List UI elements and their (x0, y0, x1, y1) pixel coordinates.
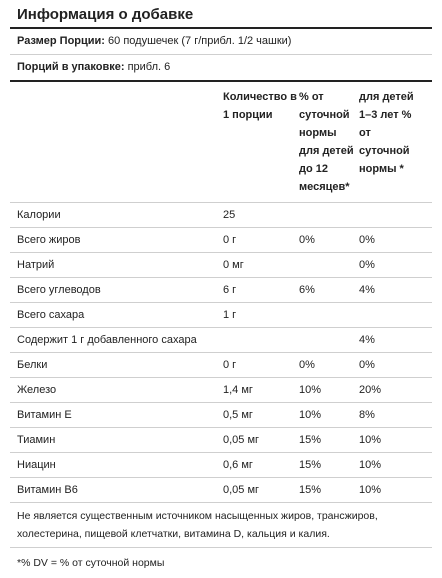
nutrient-name: Белки (17, 359, 48, 371)
table-row (10, 453, 432, 478)
nutrient-dv-child: 20% (359, 384, 382, 396)
nutrient-name: Витамин B6 (17, 484, 78, 496)
table-row (10, 403, 432, 428)
nutrient-name: Калории (17, 209, 61, 221)
nutrient-name: Содержит 1 г добавленного сахара (17, 334, 197, 346)
footnote: Не является существенным источником насыщенных жиров, трансжиров, холестерина, пищевой клетчатки, витамина D, кальция и калия. (10, 503, 432, 548)
nutrient-amount: 0,6 мг (223, 459, 253, 471)
nutrient-dv-child: 0% (359, 259, 375, 271)
nutrient-dv-child: 0% (359, 234, 375, 246)
nutrient-amount: 0 мг (223, 259, 244, 271)
nutrient-dv-child (359, 303, 419, 327)
servings-per-container-value: прибл. 6 (127, 61, 171, 73)
table-row (10, 278, 432, 303)
panel-title: Информация о добавке (10, 2, 432, 29)
nutrient-dv-infant: 0% (299, 359, 315, 371)
nutrient-dv-infant: 6% (299, 284, 315, 296)
nutrient-dv-child: 4% (359, 334, 375, 346)
nutrient-amount: 1 г (223, 309, 237, 321)
servings-per-container-row (10, 55, 432, 82)
table-row (10, 228, 432, 253)
nutrient-dv-child: 0% (359, 359, 375, 371)
serving-size-value: 60 подушечек (7 г/прибл. 1/2 чашки) (108, 35, 292, 47)
header-amount: Количество в 1 порции (223, 91, 297, 121)
nutrient-rows (10, 203, 432, 503)
nutrient-name: Натрий (17, 259, 55, 271)
header-dv-child: для детей 1–3 лет % от суточной нормы * (359, 91, 414, 175)
table-row (10, 328, 432, 353)
nutrient-dv-infant: 15% (299, 484, 322, 496)
nutrient-dv-child (359, 203, 419, 227)
nutrient-dv-infant (299, 253, 359, 277)
nutrient-name: Всего жиров (17, 234, 81, 246)
table-row (10, 353, 432, 378)
nutrient-name: Витамин E (17, 409, 72, 421)
header-spacer (10, 88, 223, 202)
nutrient-dv-infant: 15% (299, 459, 322, 471)
nutrient-amount: 6 г (223, 284, 237, 296)
table-row (10, 478, 432, 503)
table-row (10, 253, 432, 278)
nutrient-dv-child: 10% (359, 484, 382, 496)
nutrient-dv-child: 10% (359, 434, 382, 446)
table-row (10, 303, 432, 328)
nutrient-name: Железо (17, 384, 57, 396)
table-row (10, 428, 432, 453)
nutrient-dv-infant: 0% (299, 234, 315, 246)
nutrient-name: Всего сахара (17, 309, 85, 321)
table-header (10, 82, 432, 203)
nutrient-amount: 0,5 мг (223, 409, 253, 421)
nutrient-dv-child: 8% (359, 409, 375, 421)
dv-note: *% DV = % от суточной нормы (17, 557, 165, 569)
table-row (10, 378, 432, 403)
nutrient-amount: 0 г (223, 234, 237, 246)
nutrient-name: Всего углеводов (17, 284, 101, 296)
nutrient-name: Ниацин (17, 459, 56, 471)
nutrient-dv-infant: 10% (299, 384, 322, 396)
servings-per-container-label: Порций в упаковке: (17, 61, 125, 73)
nutrient-amount: 0,05 мг (223, 484, 260, 496)
serving-size-row (10, 29, 432, 55)
nutrient-dv-infant (299, 203, 359, 227)
nutrient-amount: 0 г (223, 359, 237, 371)
nutrient-amount: 0,05 мг (223, 434, 260, 446)
nutrient-amount: 1,4 мг (223, 384, 253, 396)
nutrient-dv-infant (299, 303, 359, 327)
nutrient-dv-child: 10% (359, 459, 382, 471)
nutrient-amount: 25 (223, 209, 236, 221)
header-dv-infant: % от суточной нормы для детей до 12 месяцев* (299, 91, 354, 193)
supplement-facts-panel (10, 2, 432, 578)
nutrient-name: Тиамин (17, 434, 56, 446)
serving-size-label: Размер Порции: (17, 35, 105, 47)
table-row (10, 203, 432, 228)
nutrient-dv-infant: 15% (299, 434, 322, 446)
nutrient-dv-infant: 10% (299, 409, 322, 421)
nutrient-dv-child: 4% (359, 284, 375, 296)
